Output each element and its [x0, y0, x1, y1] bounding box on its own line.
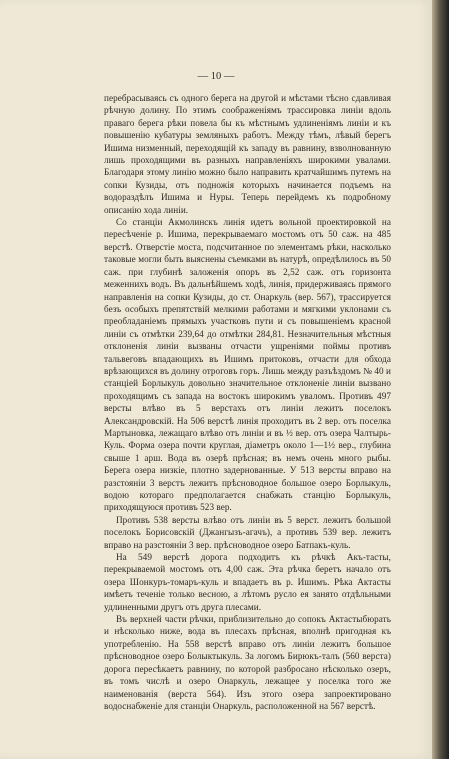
paragraph-5: Въ верхней части рѣчки, приблизительно до сопокъ Актастыбюрать и нѣсколько ниже, вода въ плесахъ прѣсная, вполнѣ пригодная къ употребленію. На 558 верстѣ вправо отъ линіи лежитъ большое прѣсноводное озеро Болыктыкуль. За логомъ Бирюкъ-талъ (560 верста) дорога пересѣкаетъ равнину, по которой разбросано нѣсколько озеръ, въ томъ числѣ и озеро Онаркуль, лежащее у поселка того же наименованія (верста 564). Изъ этого озера запроектировано водоснабженіе для станціи Онаркуль, расположенной на 567 верстѣ.	[104, 614, 391, 711]
paragraph-3: Противъ 538 версты влѣво отъ линіи въ 5 верст. лежитъ большой поселокъ Борисовскій (Джангызъ-агачъ), а противъ 539 вер. лежитъ вправо на разстояніи 3 вер. прѣсноводное озеро Батпакъ-куль.	[104, 514, 391, 550]
text-body	[104, 92, 391, 712]
book-spine-edge	[432, 0, 449, 759]
page-number: — 10 —	[197, 71, 235, 82]
paragraph-2: Со станціи Акмолинскъ линія идетъ вольной проектировкой на пересѣченіе р. Ишима, перекрываемаго мостомъ отъ 50 саж. на 485 верстѣ. Отверстіе моста, подсчитанное по элементамъ рѣки, насколько таковые могли быть выяснены съемками въ натурѣ, опредѣлилось въ 50 саж. при глубинѣ заложенія опоръ въ 2,52 саж. отъ горизонта меженнихъ водъ. Въ дальнѣйшемъ ходѣ, линія, придерживаясь прямого направленія на сопки Кузиды, до ст. Онаркуль (вер. 567), трассируется безъ особыхъ препятствій мелкими работами и мягкими уклонами съ преобладаніемъ прямыхъ участковъ пути и съ повышеніемъ красной линіи съ отмѣтки 239,64 до отмѣтки 284,81. Незначительныя мѣстныя отклоненія линіи вызваны отчасти ущреніями поймы противъ тальвеговъ впадающихъ въ Ишимъ притоковъ, отчасти для обхода врѣзающихся въ долину отроговъ горъ. Лишь между разъѣздомъ № 40 и станціей Борлыкуль довольно значительное отклоненіе линіи вызвано проходящимъ съ запада на востокъ широкимъ уваломъ. Противъ 497 версты влѣво въ 5 верстахъ отъ линіи лежитъ поселокъ Александровскій. На 506 верстѣ линія проходитъ въ 2 вер. отъ поселка Мартыновка, лежащаго влѣво отъ линіи и въ ½ вер. отъ озера Чалтырь-Куль. Форма озера почти круглая, діаметръ около 1—1½ вер., глубина свыше 1 арш. Вода въ озерѣ прѣсная; въ немъ очень много рыбы. Берега озера низкіе, плотно задернованные. У 513 версты вправо на разстояніи 3 верстъ лежитъ прѣсноводное большое озеро Борлыкуль, водою котораго предполагается снабжать станцію Борлыкуль, приходящуюся противъ 523 вер.	[104, 217, 391, 513]
paragraph-1: перебрасываясь съ одного берега на другой и мѣстами тѣсно сдавливая рѣчную долину. По этимъ соображеніямъ трассировка линіи вдоль праваго берега рѣки повела бы къ мѣстнымъ удлиненіямъ линіи и къ повышенію кубатуры земляныхъ работъ. Между тѣмъ, лѣвый берегъ Ишима низменный, переходящій къ западу въ равнину, взволнованную лишь проходящими въ разныхъ направленіяхъ широкими увалами. Благодаря этому линію можно было направить кратчайшимъ путемъ на сопки Кузиды, отъ подножія которыхъ начинается подъемъ на водораздѣлъ Ишима и Нуры. Теперь перейдемъ къ подробному описанію хода линіи.	[104, 93, 391, 215]
paragraph-4: На 549 верстѣ дорога подходитъ къ рѣчкѣ Акъ-тасты, перекрываемой мостомъ отъ 4,00 саж. Эта рѣчка беретъ начало отъ озера Шонкуръ-томаръ-куль и впадаетъ въ р. Ишимъ. Рѣка Актасты имѣетъ теченіе только весною, а лѣтомъ русло ея занято отдѣльными удлиненными другъ отъ друга плесами.	[104, 552, 391, 612]
